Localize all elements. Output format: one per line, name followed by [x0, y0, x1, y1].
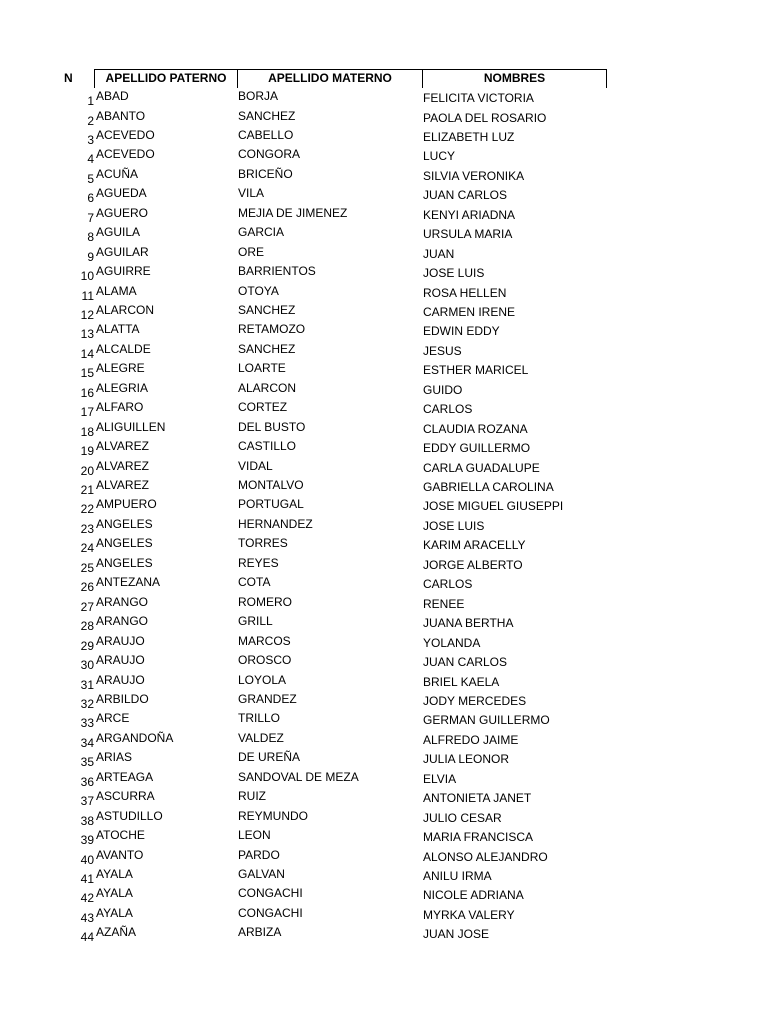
apellido-materno-cell: RETAMOZO — [238, 322, 306, 337]
row-number: 24 — [80, 541, 94, 556]
nombres-cell: RENEE — [423, 596, 465, 611]
apellido-materno-cell: LEON — [238, 828, 271, 843]
row-number: 39 — [80, 833, 94, 848]
nombres-cell: JOSE LUIS — [423, 518, 485, 533]
table-row — [0, 867, 768, 886]
apellido-materno-cell: OROSCO — [238, 653, 292, 667]
nombres-cell: JULIO CESAR — [423, 810, 502, 825]
nombres-cell: BRIEL KAELA — [423, 674, 500, 689]
apellido-materno-cell: CONGACHI — [238, 905, 303, 920]
apellido-materno-cell: BORJA — [238, 89, 279, 103]
row-number: 42 — [80, 891, 94, 906]
table-row — [0, 245, 768, 264]
nombres-cell: JUANA BERTHA — [423, 616, 514, 631]
apellido-materno-cell: TRILLO — [238, 711, 281, 726]
apellido-materno-cell: CASTILLO — [238, 439, 297, 454]
apellido-paterno-cell: AYALA — [96, 905, 133, 920]
apellido-paterno-cell: ALATTA — [96, 322, 140, 337]
table-row — [0, 809, 768, 828]
apellido-paterno-cell: ANTEZANA — [96, 575, 161, 590]
apellido-materno-cell: ORE — [238, 244, 265, 259]
table-row — [0, 225, 768, 244]
nombres-cell: CARLA GUADALUPE — [423, 460, 540, 475]
table-row — [0, 128, 768, 147]
apellido-paterno-cell: ALCALDE — [96, 341, 151, 356]
row-number: 12 — [80, 307, 94, 322]
apellido-materno-cell: SANCHEZ — [238, 341, 296, 356]
apellido-materno-cell: REYMUNDO — [238, 808, 309, 823]
apellido-paterno-cell: ALVAREZ — [96, 458, 149, 473]
apellido-paterno-cell: ABANTO — [96, 108, 146, 123]
apellido-paterno-cell: ARANGO — [96, 594, 149, 609]
row-number: 28 — [80, 619, 94, 634]
table-row — [0, 186, 768, 205]
apellido-paterno-cell: AYALA — [96, 886, 133, 901]
apellido-materno-cell: VILA — [238, 186, 265, 201]
table-row — [0, 322, 768, 341]
apellido-paterno-cell: ALVAREZ — [96, 478, 149, 492]
row-number: 1 — [87, 94, 94, 108]
nombres-cell: KENYI ARIADNA — [423, 207, 516, 222]
nombres-cell: JUAN CARLOS — [423, 655, 508, 669]
row-number: 30 — [80, 658, 94, 672]
nombres-cell: JORGE ALBERTO — [423, 557, 523, 572]
row-number: 37 — [80, 794, 94, 809]
table-row — [0, 673, 768, 692]
row-number: 26 — [80, 580, 94, 595]
row-number: 38 — [80, 813, 94, 828]
header-n: N — [64, 71, 73, 85]
row-number: 34 — [80, 735, 94, 750]
apellido-materno-cell: GALVAN — [238, 867, 285, 881]
table-row — [0, 303, 768, 322]
apellido-materno-cell: GRILL — [238, 614, 273, 629]
apellido-paterno-cell: ALIGUILLEN — [96, 419, 166, 434]
table-row — [0, 109, 768, 128]
table-row — [0, 420, 768, 439]
table-row — [0, 361, 768, 380]
apellido-paterno-cell: AMPUERO — [96, 497, 157, 512]
apellido-paterno-cell: ATOCHE — [96, 828, 145, 843]
apellido-materno-cell: CONGORA — [238, 147, 301, 162]
row-number: 36 — [80, 774, 94, 789]
apellido-paterno-cell: ASCURRA — [96, 789, 155, 804]
row-number: 13 — [80, 327, 94, 342]
nombres-cell: ALONSO ALEJANDRO — [423, 849, 548, 864]
row-number: 27 — [80, 599, 94, 614]
nombres-cell: JULIA LEONOR — [423, 752, 510, 767]
row-number: 3 — [87, 132, 94, 147]
row-number: 29 — [80, 638, 94, 653]
nombres-cell: GUIDO — [423, 382, 463, 397]
table-row — [0, 381, 768, 400]
table-row — [0, 828, 768, 847]
apellido-materno-cell: REYES — [238, 555, 279, 570]
apellido-paterno-cell: ASTUDILLO — [96, 808, 163, 823]
header-nombres: NOMBRES — [422, 69, 607, 88]
nombres-cell: CLAUDIA ROZANA — [423, 421, 528, 436]
apellido-paterno-cell: ARAUJO — [96, 672, 145, 687]
apellido-materno-cell: COTA — [238, 575, 271, 590]
table-row — [0, 147, 768, 166]
row-number: 9 — [87, 249, 94, 264]
nombres-cell: JUAN CARLOS — [423, 188, 508, 203]
table-row — [0, 497, 768, 516]
row-number: 43 — [80, 910, 94, 925]
apellido-materno-cell: MARCOS — [238, 633, 291, 648]
nombres-cell: JESUS — [423, 343, 462, 358]
table-row — [0, 284, 768, 303]
nombres-cell: JOSE MIGUEL GIUSEPPI — [423, 499, 564, 514]
apellido-materno-cell: DEL BUSTO — [238, 419, 306, 434]
apellido-materno-cell: SANCHEZ — [238, 108, 296, 123]
apellido-materno-cell: VALDEZ — [238, 730, 284, 745]
apellido-paterno-cell: ALAMA — [96, 283, 137, 298]
nombres-cell: MYRKA VALERY — [423, 907, 515, 922]
apellido-paterno-cell: ANGELES — [96, 555, 153, 570]
apellido-paterno-cell: ACUÑA — [96, 166, 139, 181]
table-row — [0, 556, 768, 575]
table-row — [0, 711, 768, 730]
table-row — [0, 595, 768, 614]
apellido-materno-cell: SANCHEZ — [238, 302, 296, 317]
apellido-paterno-cell: ARCE — [96, 711, 130, 726]
apellido-materno-cell: CABELLO — [238, 127, 294, 142]
table-row — [0, 478, 768, 497]
nombres-cell: CARLOS — [423, 577, 473, 592]
table-row — [0, 789, 768, 808]
table-row — [0, 89, 768, 108]
apellido-paterno-cell: ANGELES — [96, 516, 153, 531]
apellido-materno-cell: CONGACHI — [238, 886, 303, 901]
table-row — [0, 206, 768, 225]
header-apellido-materno: APELLIDO MATERNO — [237, 69, 422, 88]
table-row — [0, 536, 768, 555]
nombres-cell: EDDY GUILLERMO — [423, 441, 531, 456]
table-row — [0, 731, 768, 750]
nombres-cell: ELVIA — [423, 771, 457, 786]
apellido-paterno-cell: AZAÑA — [96, 925, 137, 940]
row-number: 32 — [80, 696, 94, 711]
apellido-materno-cell: PARDO — [238, 847, 280, 862]
apellido-paterno-cell: ANGELES — [96, 536, 153, 551]
apellido-paterno-cell: ALFARO — [96, 400, 144, 415]
apellido-paterno-cell: AGUIRRE — [96, 264, 151, 278]
table-row — [0, 439, 768, 458]
row-number: 44 — [80, 930, 94, 945]
table-row — [0, 517, 768, 536]
apellido-materno-cell: DE UREÑA — [238, 750, 301, 765]
table-row — [0, 770, 768, 789]
nombres-cell: ROSA HELLEN — [423, 285, 507, 300]
table-row — [0, 614, 768, 633]
row-number: 18 — [80, 424, 94, 439]
row-number: 16 — [80, 385, 94, 400]
row-number: 17 — [80, 405, 94, 420]
nombres-cell: ALFREDO JAIME — [423, 732, 519, 747]
row-number: 6 — [87, 191, 94, 206]
row-number: 23 — [80, 521, 94, 536]
nombres-cell: MARIA FRANCISCA — [423, 830, 534, 845]
nombres-cell: JUAN JOSE — [423, 927, 490, 942]
nombres-cell: ANILU IRMA — [423, 869, 492, 883]
row-number: 35 — [80, 755, 94, 770]
nombres-cell: CARMEN IRENE — [423, 304, 516, 319]
nombres-cell: GERMAN GUILLERMO — [423, 713, 550, 728]
apellido-paterno-cell: ARTEAGA — [96, 769, 154, 784]
apellido-materno-cell: LOYOLA — [238, 672, 287, 687]
apellido-materno-cell: ARBIZA — [238, 925, 282, 940]
apellido-materno-cell: RUIZ — [238, 789, 266, 804]
row-number: 14 — [80, 346, 94, 361]
apellido-paterno-cell: AGUILA — [96, 225, 141, 240]
apellido-materno-cell: CORTEZ — [238, 400, 288, 415]
apellido-materno-cell: PORTUGAL — [238, 497, 304, 512]
apellido-paterno-cell: ACEVEDO — [96, 127, 155, 142]
table-row — [0, 925, 768, 944]
row-number: 2 — [87, 113, 94, 128]
nombres-cell: GABRIELLA CAROLINA — [423, 480, 554, 494]
apellido-paterno-cell: ARANGO — [96, 614, 149, 629]
row-number: 5 — [87, 171, 94, 186]
row-number: 10 — [80, 269, 94, 283]
row-number: 40 — [80, 852, 94, 867]
nombres-cell: PAOLA DEL ROSARIO — [423, 110, 547, 125]
apellido-materno-cell: TORRES — [238, 536, 288, 551]
row-number: 4 — [87, 152, 94, 167]
apellido-materno-cell: OTOYA — [238, 283, 279, 298]
row-number: 21 — [80, 483, 94, 497]
header-apellido-paterno: APELLIDO PATERNO — [94, 69, 237, 88]
apellido-materno-cell: VIDAL — [238, 458, 273, 473]
apellido-paterno-cell: ARIAS — [96, 750, 133, 765]
table-row — [0, 906, 768, 925]
apellido-paterno-cell: ARAUJO — [96, 653, 145, 667]
row-number: 22 — [80, 502, 94, 517]
apellido-paterno-cell: AGUERO — [96, 205, 149, 220]
table-row — [0, 264, 768, 283]
row-number: 7 — [87, 210, 94, 225]
nombres-cell: FELICITA VICTORIA — [423, 91, 534, 105]
nombres-cell: ANTONIETA JANET — [423, 791, 532, 806]
apellido-paterno-cell: ALVAREZ — [96, 439, 149, 454]
apellido-paterno-cell: ALARCON — [96, 302, 155, 317]
table-row — [0, 342, 768, 361]
nombres-cell: ESTHER MARICEL — [423, 363, 529, 378]
row-number: 8 — [87, 230, 94, 245]
row-number: 20 — [80, 463, 94, 478]
apellido-materno-cell: ALARCON — [238, 380, 297, 395]
apellido-paterno-cell: AVANTO — [96, 847, 144, 862]
apellido-materno-cell: LOARTE — [238, 361, 286, 376]
table-row — [0, 848, 768, 867]
apellido-materno-cell: BARRIENTOS — [238, 264, 316, 278]
apellido-materno-cell: MEJIA DE JIMENEZ — [238, 205, 348, 220]
row-number: 31 — [80, 677, 94, 692]
row-number: 33 — [80, 716, 94, 731]
nombres-cell: YOLANDA — [423, 635, 481, 650]
row-number: 19 — [80, 444, 94, 459]
table-row — [0, 400, 768, 419]
apellido-materno-cell: SANDOVAL DE MEZA — [238, 769, 359, 784]
apellido-paterno-cell: ARAUJO — [96, 633, 145, 648]
nombres-cell: JOSE LUIS — [423, 266, 485, 280]
table-row — [0, 634, 768, 653]
apellido-paterno-cell: ALEGRIA — [96, 380, 149, 395]
apellido-materno-cell: MONTALVO — [238, 478, 304, 492]
apellido-paterno-cell: AYALA — [96, 867, 133, 881]
apellido-paterno-cell: ACEVEDO — [96, 147, 155, 162]
table-row — [0, 886, 768, 905]
nombres-cell: LUCY — [423, 149, 456, 164]
apellido-paterno-cell: ABAD — [96, 89, 129, 103]
row-number: 11 — [81, 288, 94, 303]
nombres-cell: JUAN — [423, 246, 455, 261]
apellido-materno-cell: GARCIA — [238, 225, 285, 240]
apellido-paterno-cell: AGUILAR — [96, 244, 149, 259]
nombres-cell: URSULA MARIA — [423, 227, 513, 242]
nombres-cell: EDWIN EDDY — [423, 324, 500, 339]
apellido-paterno-cell: AGUEDA — [96, 186, 147, 201]
table-row — [0, 750, 768, 769]
nombres-cell: NICOLE ADRIANA — [423, 888, 524, 903]
row-number: 15 — [80, 366, 94, 381]
apellido-paterno-cell: ARBILDO — [96, 691, 149, 706]
apellido-materno-cell: HERNANDEZ — [238, 516, 313, 531]
apellido-materno-cell: BRICEÑO — [238, 166, 293, 181]
table-row — [0, 459, 768, 478]
nombres-cell: CARLOS — [423, 402, 473, 417]
table-row — [0, 653, 768, 672]
nombres-cell: KARIM ARACELLY — [423, 538, 526, 553]
table-row — [0, 575, 768, 594]
apellido-materno-cell: ROMERO — [238, 594, 292, 609]
row-number: 25 — [80, 560, 94, 575]
nombres-cell: ELIZABETH LUZ — [423, 129, 515, 144]
apellido-paterno-cell: ARGANDOÑA — [96, 730, 174, 745]
table-row — [0, 167, 768, 186]
nombres-cell: SILVIA VERONIKA — [423, 168, 525, 183]
table-row — [0, 692, 768, 711]
apellido-paterno-cell: ALEGRE — [96, 361, 145, 376]
row-number: 41 — [80, 872, 94, 886]
apellido-materno-cell: GRANDEZ — [238, 691, 297, 706]
nombres-cell: JODY MERCEDES — [423, 693, 527, 708]
